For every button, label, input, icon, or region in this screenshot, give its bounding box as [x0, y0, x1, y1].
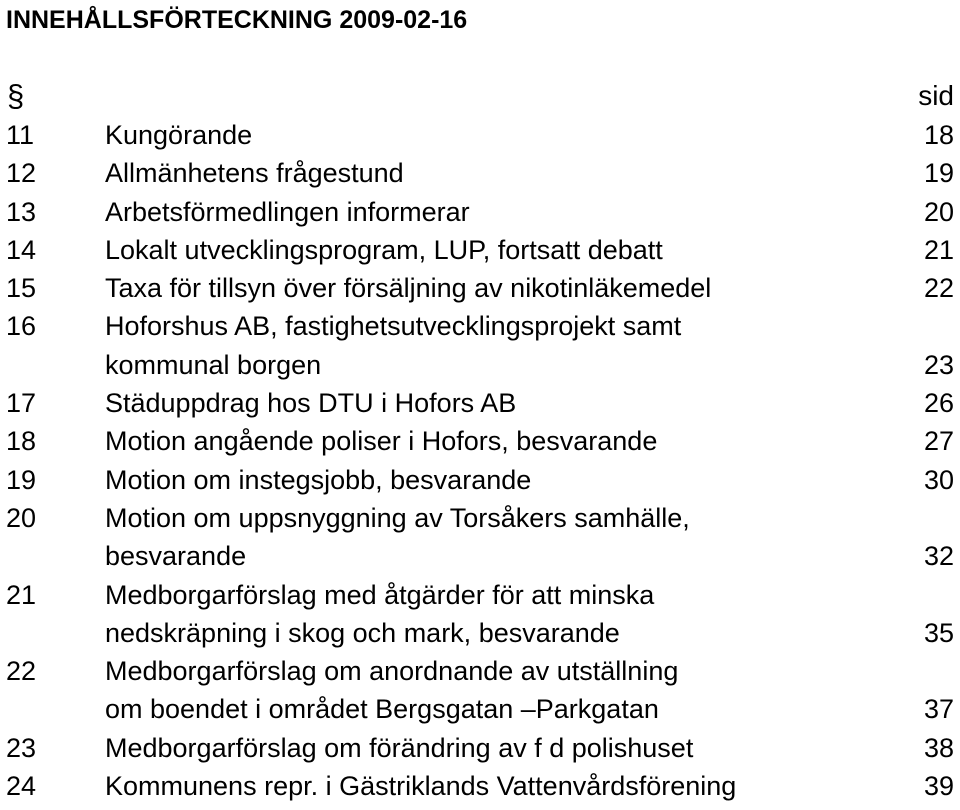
toc-entry-line [0, 576, 960, 614]
entry-title: Motion om uppsnyggning av Torsåkers samhälle, [105, 502, 690, 533]
toc-entry-line [0, 193, 960, 231]
toc-entry-line [0, 269, 960, 307]
toc-entry-line [0, 652, 960, 690]
page-column-header: sid [918, 80, 954, 111]
entry-title: Medborgarförslag om anordnande av utställning [105, 656, 679, 687]
toc-entry [0, 154, 960, 192]
toc-entry-line [0, 307, 960, 345]
toc-entry-line [0, 231, 960, 269]
entry-title: Städuppdrag hos DTU i Hofors AB [105, 388, 517, 419]
section-number: 18 [6, 426, 37, 457]
toc-entry-line [0, 461, 960, 499]
section-number: 11 [6, 120, 35, 150]
page-number: 20 [923, 196, 954, 227]
entry-title: Lokalt utvecklingsprogram, LUP, fortsatt debatt [105, 234, 663, 265]
page-number: 18 [923, 120, 954, 150]
entry-title: Motion om instegsjobb, besvarande [105, 464, 532, 495]
section-number: 13 [6, 196, 37, 227]
toc-entry [0, 116, 960, 154]
toc-entry-line [0, 690, 960, 728]
entry-title: besvarande [105, 541, 247, 572]
page-number: 19 [923, 158, 954, 189]
entry-title: Medborgarförslag med åtgärder för att minska [105, 579, 655, 610]
section-number: 16 [6, 311, 37, 342]
toc-entry [0, 499, 960, 576]
page-number: 21 [923, 234, 954, 265]
section-number: 17 [6, 388, 37, 419]
document-title: INNEHÅLLSFÖRTECKNING 2009-02-16 [6, 6, 468, 34]
toc-entry-line [0, 346, 960, 384]
toc-entry [0, 461, 960, 499]
section-number: 14 [6, 234, 37, 265]
page-number: 26 [923, 388, 954, 419]
entry-title: kommunal borgen [105, 349, 322, 380]
toc-entry [0, 652, 960, 729]
toc-entry-line [0, 116, 960, 154]
page-number: 30 [923, 464, 954, 495]
entry-title: Medborgarförslag om förändring av f d polishuset [105, 732, 694, 763]
entry-title: Kommunens repr. i Gästriklands Vattenvårdsförening [105, 771, 737, 802]
toc-entry [0, 767, 960, 805]
toc-entry-line [0, 154, 960, 192]
table-of-contents [0, 116, 960, 805]
page-number: 32 [923, 541, 954, 572]
page-number: 38 [923, 732, 954, 763]
toc-entry-line [0, 499, 960, 537]
toc-entry [0, 576, 960, 653]
entry-title: Motion angående poliser i Hofors, besvarande [105, 426, 658, 457]
section-symbol-header: § [7, 78, 25, 113]
section-number: 21 [6, 579, 37, 610]
section-number: 12 [6, 158, 37, 189]
section-number: 22 [6, 656, 37, 687]
toc-entry [0, 384, 960, 422]
toc-entry-line [0, 384, 960, 422]
toc-entry-line [0, 614, 960, 652]
section-number: 20 [6, 502, 37, 533]
section-number: 15 [6, 273, 37, 304]
toc-entry-line [0, 537, 960, 575]
page-number: 35 [923, 617, 954, 648]
toc-entry-line [0, 767, 960, 805]
entry-title: Taxa för tillsyn över försäljning av nikotinläkemedel [105, 273, 712, 304]
page-number: 39 [923, 771, 954, 802]
toc-entry [0, 729, 960, 767]
entry-title: Arbetsförmedlingen informerar [105, 196, 470, 227]
section-number: 24 [6, 771, 37, 802]
section-number: 19 [6, 464, 37, 495]
toc-entry [0, 231, 960, 269]
toc-entry [0, 307, 960, 384]
page-number: 23 [923, 349, 954, 380]
section-number: 23 [6, 732, 37, 763]
toc-entry [0, 422, 960, 460]
toc-entry-line [0, 422, 960, 460]
entry-title: om boendet i området Bergsgatan –Parkgatan [105, 694, 659, 725]
toc-entry-line [0, 729, 960, 767]
page-number: 27 [923, 426, 954, 457]
entry-title: Hoforshus AB, fastighetsutvecklingsprojekt samt [105, 311, 682, 342]
entry-title: nedskräpning i skog och mark, besvarande [105, 617, 620, 648]
page-number: 37 [923, 694, 954, 725]
page-number: 22 [923, 273, 954, 304]
toc-entry [0, 193, 960, 231]
toc-entry [0, 269, 960, 307]
entry-title: Kungörande [105, 120, 253, 150]
entry-title: Allmänhetens frågestund [105, 158, 404, 189]
